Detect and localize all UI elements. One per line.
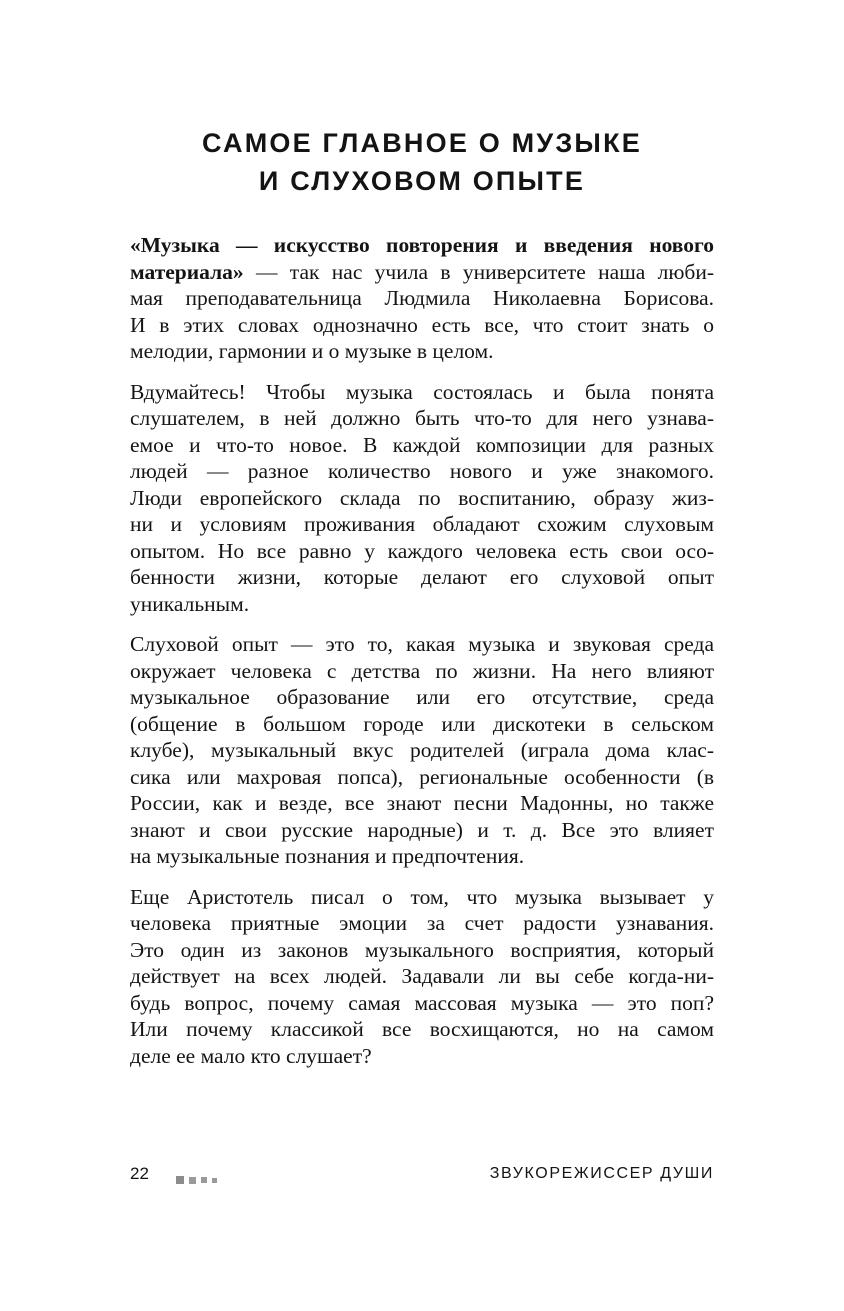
text-line: знают и свои русские народные) и т. д. Все это влияет	[130, 817, 714, 842]
text-line: людей — разное количество нового и уже знакомого.	[130, 459, 714, 483]
text-line: сика или махровая попса), региональные особенности (в	[130, 764, 714, 789]
text-line: Люди европейского склада по воспитанию, образу жиз-	[130, 485, 714, 510]
text-line: окружает человека с детства по жизни. На него влияют	[130, 658, 714, 683]
text-line: человека приятные эмоции за счет радости узнавания.	[130, 911, 714, 935]
text-line: слушателем, в ней должно быть что-то для него узнава-	[130, 406, 714, 430]
text-line: мелодии, гармонии и о музыке в целом.	[130, 339, 494, 363]
paragraph-1	[130, 232, 714, 365]
bold-quote-end: материала»	[130, 259, 244, 284]
text-line: (общение в большом городе или дискотеки в сельском	[130, 711, 714, 736]
chapter-title-line-1: САМОЕ ГЛАВНОЕ О МУЗЫКЕ	[202, 128, 642, 158]
ornament-square	[176, 1176, 184, 1184]
page-footer	[130, 1163, 714, 1187]
running-head: ЗВУКОРЕЖИССЕР ДУШИ	[489, 1165, 714, 1182]
text-line: музыкальное образование или его отсутствие, среда	[130, 685, 714, 709]
paragraph-4	[130, 884, 714, 1070]
text-line: действует на всех людей. Задавали ли вы себе когда-ни-	[130, 964, 714, 988]
text-line: уникальным.	[130, 591, 250, 616]
ornament-square	[212, 1178, 217, 1183]
page-number: 22	[130, 1164, 149, 1183]
text-line: Слуховой опыт — это то, какая музыка и звуковая среда	[130, 632, 714, 656]
text-line: Или почему классикой все восхищаются, но на самом	[130, 1017, 714, 1041]
text-line: И в этих словах однозначно есть все, что стоит знать о	[130, 312, 714, 337]
body-text	[130, 232, 714, 1083]
ornament-square	[201, 1177, 207, 1183]
text-line: бенности жизни, которые делают его слуховой опыт	[130, 565, 714, 589]
square-ornament-icon	[176, 1171, 222, 1181]
text-line: мая преподавательница Людмила Николаевна Борисова.	[130, 286, 714, 310]
text-line: клубе), музыкальный вкус родителей (играла дома клас-	[130, 738, 714, 762]
chapter-title-line-2: И СЛУХОВОМ ОПЫТЕ	[258, 166, 586, 196]
chapter-title	[130, 124, 714, 200]
text-line: «Музыка — искусство повторения и введения нового	[130, 233, 714, 257]
text-line	[130, 259, 714, 286]
paragraph-3	[130, 631, 714, 870]
text-line: емое и что-то новое. В каждой композиции для разных	[130, 432, 714, 457]
text-line: России, как и везде, все знают песни Мадонны, но также	[130, 791, 714, 815]
text-line: будь вопрос, почему самая массовая музыка — это поп?	[130, 990, 714, 1015]
text-line: Еще Аристотель писал о том, что музыка вызывает у	[130, 884, 714, 909]
text-line: опытом. Но все равно у каждого человека есть свои осо-	[130, 538, 714, 563]
text-line: Вдумайтесь! Чтобы музыка состоялась и была понята	[130, 379, 714, 404]
paragraph-2	[130, 379, 714, 618]
text-line: Это один из законов музыкального восприятия, который	[130, 937, 714, 962]
text-line: деле ее мало кто слушает?	[130, 1043, 372, 1068]
text-line: ни и условиям проживания обладают схожим слуховым	[130, 512, 714, 536]
text-line: на музыкальные познания и предпочтения.	[130, 844, 525, 868]
text-fragment: — так нас учила в университете наша люби-	[255, 259, 715, 284]
ornament-square	[189, 1177, 196, 1184]
